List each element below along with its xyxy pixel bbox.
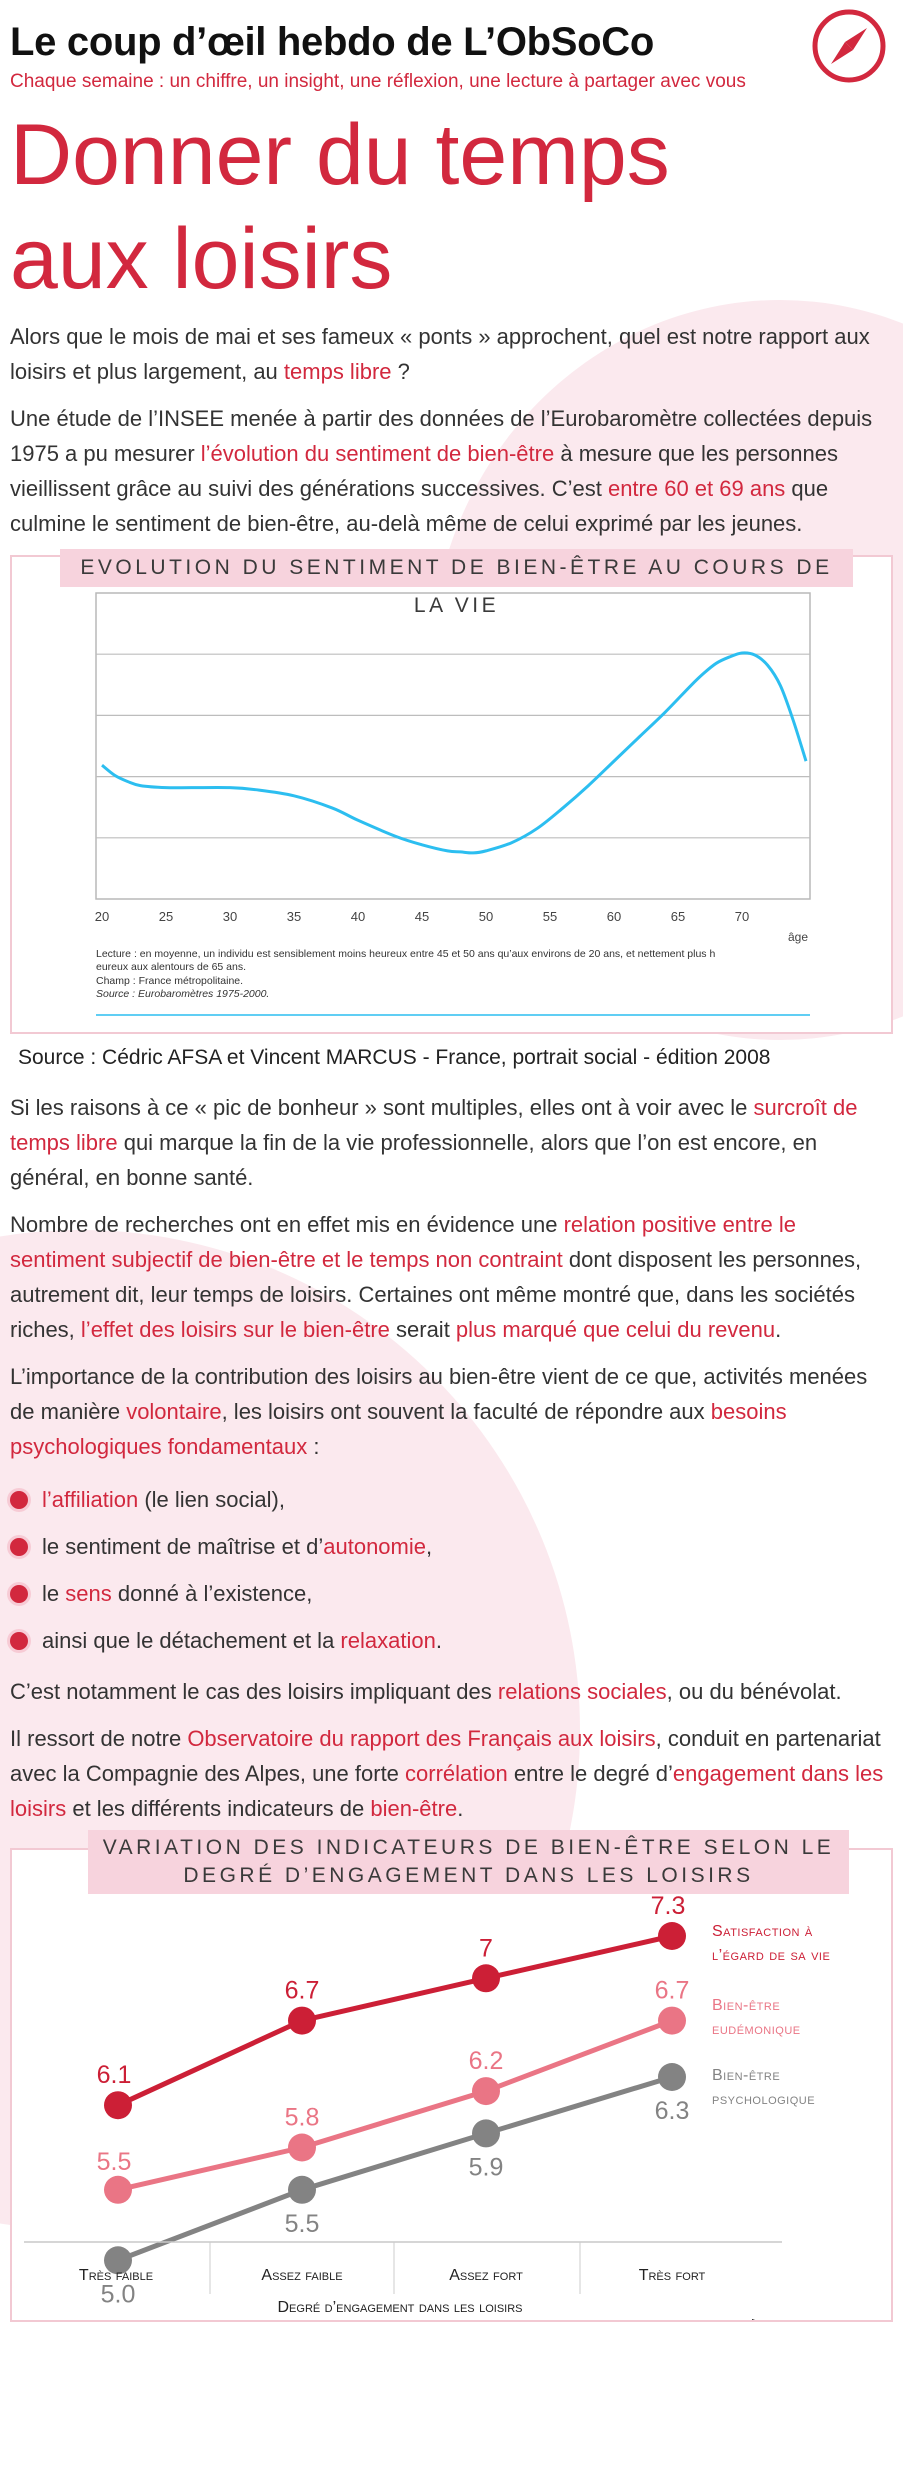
x-tick-label: 70: [734, 909, 750, 924]
paragraph-social-relations: [10, 1674, 893, 1709]
text-run: L’importance de la contribution des loisirs au bien-être vient de ce que, activités menées de manière: [10, 1364, 868, 1424]
text-run: ?: [391, 359, 410, 384]
plot-frame: [96, 593, 810, 899]
legend-entry: Satisfaction à: [712, 1923, 813, 1940]
x-tick-label: 25: [158, 909, 174, 924]
bullet-dot-icon: [10, 1538, 28, 1556]
legend-entry: Bien-être: [712, 2067, 781, 2084]
data-point: [288, 2134, 316, 2162]
wellbeing-age-chart: [10, 555, 893, 1034]
x-tick-label: 55: [542, 909, 558, 924]
data-point: [472, 2119, 500, 2147]
data-label: 6.1: [96, 2061, 132, 2090]
article-title-line1: Donner du temps: [10, 107, 670, 203]
bullet-dot-icon: [10, 1632, 28, 1650]
text-run: le sentiment de maîtrise et d’: [42, 1534, 324, 1559]
text-run: .: [775, 1317, 782, 1342]
x-tick-label: 60: [606, 909, 622, 924]
data-label: 6.7: [654, 1976, 690, 2005]
data-point: [288, 2176, 316, 2204]
data-label: 5.9: [468, 2153, 504, 2182]
chart-note: Source : Eurobaromètres 1975-2000.: [96, 988, 270, 1000]
paragraph-intro: [10, 319, 893, 389]
highlighted-text: temps libre: [283, 359, 392, 384]
text-run: Une étude de l’INSEE menée à partir des données de l’Eurobaromètre collectées depuis 1975 a pu mesurer: [10, 406, 873, 466]
text-run: ,: [426, 1534, 433, 1559]
highlighted-text: l’évolution du sentiment de bien-être: [200, 441, 555, 466]
x-tick-label: Très faible: [78, 2267, 154, 2284]
data-label: 5.5: [284, 2209, 320, 2238]
paragraph-psychological-needs: [10, 1359, 893, 1464]
chart-title: EVOLUTION DU SENTIMENT DE BIEN-ÊTRE AU COURS DE LA VIE: [60, 549, 853, 587]
text-run: donné à l’existence,: [111, 1581, 313, 1606]
text-run: le: [42, 1581, 66, 1606]
text-run: Si les raisons à ce « pic de bonheur » sont multiples, elles ont à voir avec le: [10, 1095, 754, 1120]
data-point: [472, 1964, 500, 1992]
x-tick-label: 45: [414, 909, 430, 924]
paragraph-happiness-peak: [10, 1090, 893, 1195]
needs-list-item: [10, 1570, 893, 1617]
text-run: ainsi que le détachement et la: [42, 1628, 341, 1653]
text-run: que culmine le sentiment de bien-être, au-delà même de celui exprimé par les jeunes.: [10, 476, 829, 536]
series-line: [118, 2021, 672, 2190]
text-run: .: [435, 1628, 442, 1653]
text-run: :: [307, 1434, 320, 1459]
highlighted-text: l’affiliation: [42, 1487, 139, 1512]
highlighted-text: entre 60 et 69 ans: [607, 476, 786, 501]
data-label: 7: [479, 1934, 493, 1963]
highlighted-text: sens: [65, 1581, 112, 1606]
x-tick-label: 30: [222, 909, 238, 924]
text-run: , les loisirs ont souvent la faculté de répondre aux: [221, 1399, 711, 1424]
chart-note: Champ : France métropolitaine.: [96, 975, 244, 987]
bullet-dot-icon: [10, 1585, 28, 1603]
engagement-plot: [12, 1850, 892, 2320]
bullet-dot-icon: [10, 1491, 28, 1509]
text-run: à mesure que les personnes vieillissent grâce au suivi des générations successives. C’est: [10, 441, 838, 501]
x-tick-label: 20: [94, 909, 110, 924]
legend-entry: psychologique: [712, 2091, 816, 2108]
highlighted-text: surcroît de temps libre: [10, 1095, 858, 1155]
series-line: [118, 1936, 672, 2105]
needs-list-item: [10, 1476, 893, 1523]
text-run: qui marque la fin de la vie professionnelle, alors que l’on est encore, en général, en bonne santé.: [10, 1130, 818, 1190]
needs-list-item: [10, 1523, 893, 1570]
highlighted-text: relations sociales: [497, 1679, 667, 1704]
text-run: C’est notamment le cas des loisirs impliquant des: [10, 1679, 498, 1704]
data-point: [472, 2077, 500, 2105]
text-run: Alors que le mois de mai et ses fameux « ponts » approchent, quel est notre rapport aux loisirs et plus largement, au: [10, 324, 870, 384]
text-run: , ou du bénévolat.: [666, 1679, 842, 1704]
paragraph-insee-study: [10, 401, 893, 541]
needs-list-item: [10, 1617, 893, 1664]
wellbeing-curve: [102, 653, 806, 853]
x-axis-label: Degré d’engagement dans les loisirs: [277, 2299, 523, 2316]
chart-title: VARIATION DES INDICATEURS DE BIEN-ÊTRE SELON LE DEGRÉ D’ENGAGEMENT DANS LES LOISIRS: [88, 1830, 849, 1894]
x-tick-label: Assez faible: [261, 2267, 343, 2284]
x-tick-label: 50: [478, 909, 494, 924]
x-tick-label: 65: [670, 909, 686, 924]
article-title-line2: aux loisirs: [10, 211, 393, 307]
text-run: Nombre de recherches ont en effet mis en évidence une: [10, 1212, 564, 1237]
data-point: [658, 1922, 686, 1950]
paragraph-observatoire: [10, 1721, 893, 1826]
highlighted-text: autonomie: [323, 1534, 426, 1559]
text-run: (le lien social),: [138, 1487, 285, 1512]
newsletter-title: Le coup d’œil hebdo de L’ObSoCo: [10, 20, 655, 64]
x-tick-label: Assez fort: [449, 2267, 523, 2284]
highlighted-text: l’effet des loisirs sur le bien-être: [80, 1317, 390, 1342]
data-label: 6.2: [468, 2047, 504, 2076]
x-tick-label: 35: [286, 909, 302, 924]
compass-icon: [809, 6, 889, 86]
highlighted-text: corrélation: [405, 1761, 508, 1786]
chart-source: Source : Cédric AFSA et Vincent MARCUS - France, portrait social - édition 2008: [18, 1046, 771, 1069]
wellbeing-age-plot: [12, 557, 852, 1027]
highlighted-text: relaxation: [340, 1628, 436, 1653]
highlighted-text: Observatoire du rapport des Français aux loisirs: [187, 1726, 656, 1751]
data-point: [288, 2007, 316, 2035]
text-run: Il ressort de notre: [10, 1726, 188, 1751]
legend-entry: l’égard de sa vie: [712, 1947, 831, 1964]
x-tick-label: Très fort: [638, 2267, 706, 2284]
data-label: 5.5: [96, 2147, 132, 2176]
data-label: 7.3: [650, 1892, 686, 1920]
text-run: entre le degré d’: [507, 1761, 673, 1786]
highlighted-text: relation positive entre le sentiment subjectif de bien-être et le temps non contraint: [10, 1212, 796, 1272]
data-point: [104, 2091, 132, 2119]
highlighted-text: engagement dans les loisirs: [10, 1761, 884, 1821]
engagement-chart: [10, 1836, 893, 2322]
highlighted-text: volontaire: [126, 1399, 222, 1424]
paragraph-research: [10, 1207, 893, 1347]
data-point: [658, 2007, 686, 2035]
article-title: [10, 103, 893, 311]
data-point: [658, 2063, 686, 2091]
text-run: serait: [389, 1317, 456, 1342]
text-run: .: [457, 1796, 464, 1821]
data-label: 5.0: [100, 2280, 136, 2309]
data-label: 5.8: [284, 2103, 320, 2132]
text-run: dont disposent les personnes, autrement dit, leur temps de loisirs. Certaines ont même montré que, dans les sociétés riches,: [10, 1247, 862, 1342]
legend-entry: Bien-être: [712, 1997, 781, 2014]
tagline: Chaque semaine : un chiffre, un insight, une réflexion, une lecture à partager avec vous: [10, 71, 746, 92]
highlighted-text: besoins psychologiques fondamentaux: [10, 1399, 787, 1459]
data-point: [104, 2176, 132, 2204]
highlighted-text: bien-être: [370, 1796, 458, 1821]
chart-note: eureux aux alentours de 65 ans.: [96, 961, 247, 973]
highlighted-text: plus marqué que celui du revenu: [455, 1317, 776, 1342]
x-axis-label: âge: [787, 930, 808, 944]
text-run: , conduit en partenariat avec la Compagnie des Alpes, une forte: [10, 1726, 881, 1786]
text-run: et les différents indicateurs de: [66, 1796, 371, 1821]
chart-note: Lecture : en moyenne, un individu est sensiblement moins heureux entre 45 et 50 ans qu’aux environs de 20 ans, et nettement plus h: [96, 948, 716, 960]
legend-entry: eudémonique: [712, 2021, 801, 2038]
arrow-right-icon: [752, 2319, 774, 2320]
data-label: 6.7: [284, 1976, 320, 2005]
needs-list: [10, 1476, 893, 1664]
x-tick-label: 40: [350, 909, 366, 924]
data-label: 6.3: [654, 2097, 690, 2125]
